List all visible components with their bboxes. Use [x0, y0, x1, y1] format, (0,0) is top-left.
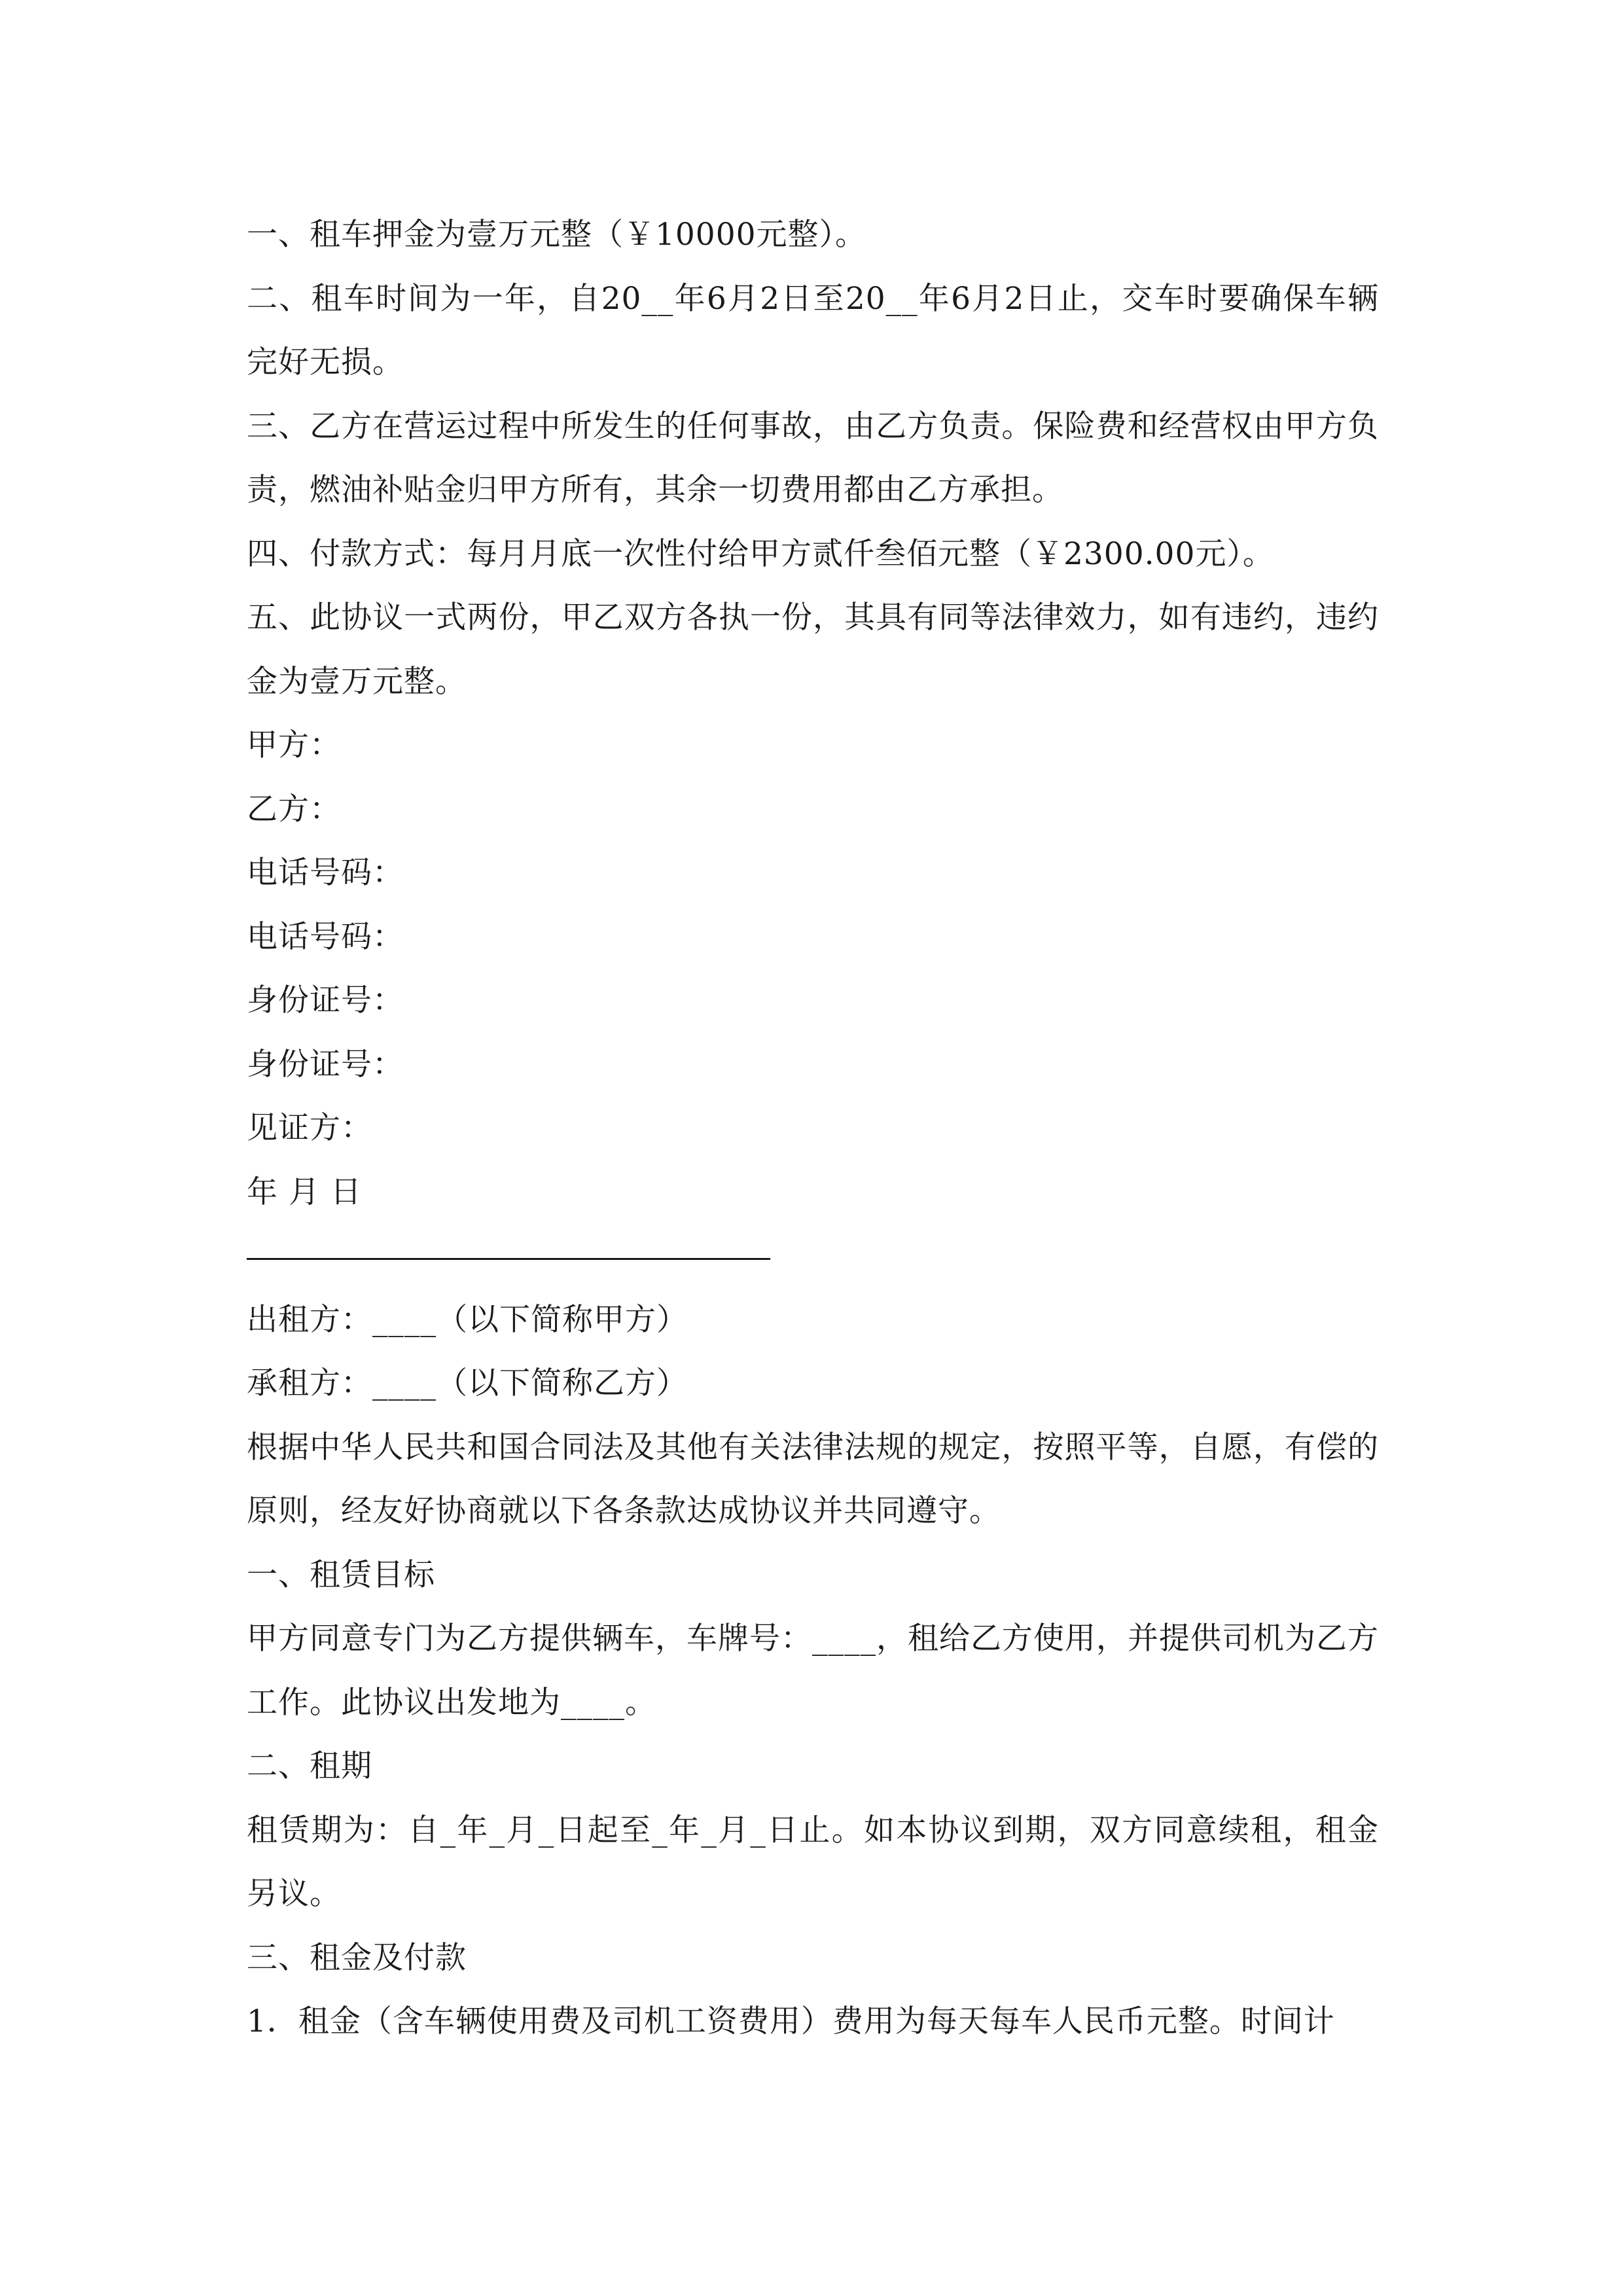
clause-payment-method: 四、付款方式：每月月底一次性付给甲方贰仟叁佰元整（￥2300.00元）。: [247, 535, 1274, 572]
clause-copies: 五、此协议一式两份，甲乙双方各执一份，其具有同等法律效力，如有违约，违约金为壹万元整。: [247, 600, 1379, 700]
party-a-label: 甲方：: [247, 727, 341, 763]
id-number-label-b: 身份证号：: [247, 1046, 404, 1083]
clause-rental-period: 二、租车时间为一年，自20__年6月2日至20__年6月2日止，交车时要确保车辆完好无损。: [247, 280, 1379, 380]
lease-target-body: 甲方同意专门为乙方提供辆车，车牌号：____，租给乙方使用，并提供司机为乙方工作。此协议出发地为____。: [247, 1621, 1379, 1721]
divider-line: [247, 1258, 770, 1260]
party-b-label: 乙方：: [247, 791, 341, 827]
heading-lease-target: 一、租赁目标: [247, 1556, 435, 1593]
phone-label-b: 电话号码：: [247, 918, 404, 955]
lease-term-body: 租赁期为：自_年_月_日起至_年_月_日止。如本协议到期，双方同意续租，租金另议。: [247, 1812, 1379, 1912]
id-number-label-a: 身份证号：: [247, 982, 404, 1018]
witness-label: 见证方：: [247, 1110, 372, 1146]
clause-deposit: 一、租车押金为壹万元整（￥10000元整）。: [247, 217, 867, 253]
phone-label-a: 电话号码：: [247, 855, 404, 891]
heading-rent-payment: 三、租金及付款: [247, 1939, 467, 1976]
section-divider: [247, 1224, 1379, 1288]
clause-liability: 三、乙方在营运过程中所发生的任何事故，由乙方负责。保险费和经营权由甲方负责，燃油补贴金归甲方所有，其余一切费用都由乙方承担。: [247, 408, 1379, 508]
lessor-line: 出租方：____（以下简称甲方）: [247, 1301, 688, 1338]
date-line: 年 月 日: [247, 1174, 362, 1210]
document-body: [247, 203, 1379, 2054]
rent-clause-1: 1．租金（含车辆使用费及司机工资费用）费用为每天每车人民币元整。时间计: [247, 2003, 1335, 2039]
preamble: 根据中华人民共和国合同法及其他有关法律法规的规定，按照平等，自愿，有偿的原则，经友好协商就以下各条款达成协议并共同遵守。: [247, 1429, 1379, 1529]
lessee-line: 承租方：____（以下简称乙方）: [247, 1365, 688, 1401]
heading-lease-term: 二、租期: [247, 1748, 372, 1784]
